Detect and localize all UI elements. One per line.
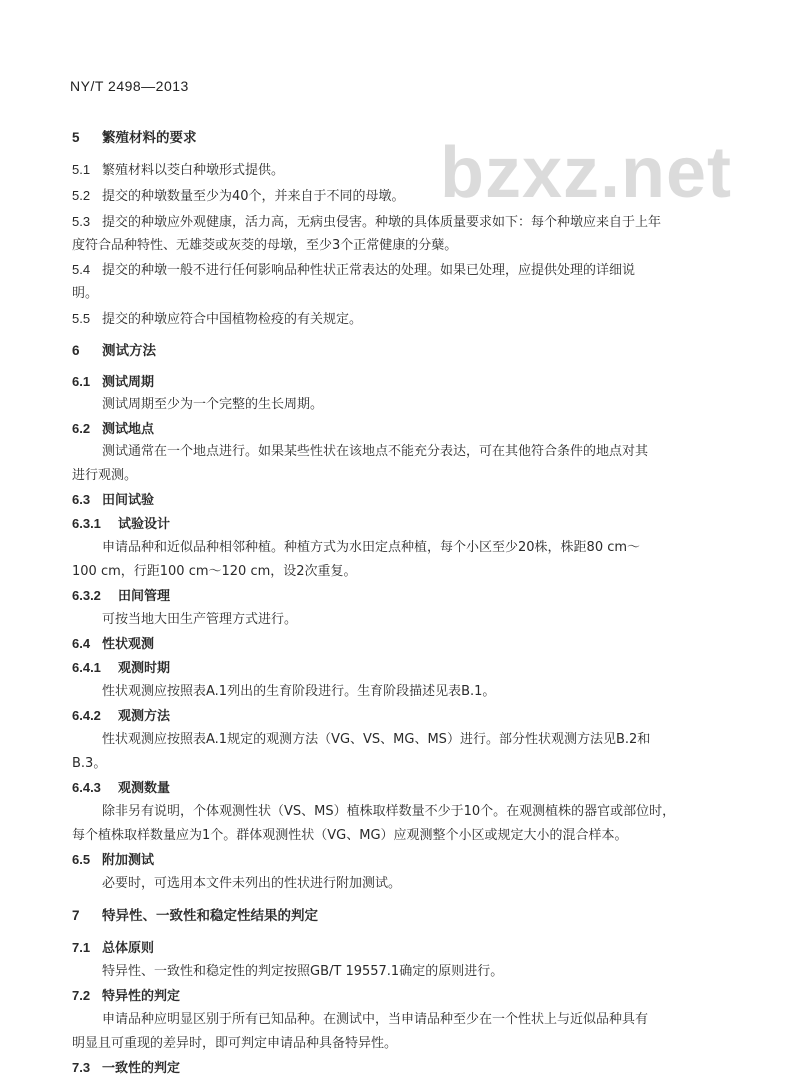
paragraph-line (72, 214, 661, 231)
paragraph-line (102, 684, 495, 700)
clause-number: 6.3.2 (72, 588, 101, 603)
clause-text: 可按当地大田生产管理方式进行。 (102, 612, 298, 627)
clause-number: 6.4.1 (72, 660, 101, 675)
clause-text: 申请品种和近似品种相邻种植。种植方式为水田定点种植，每个小区至少20株，株距80 cm～ (102, 540, 641, 555)
clause-text: 繁殖材料的要求 (102, 130, 197, 146)
paragraph-line (72, 286, 98, 302)
clause-text: 性状观测 (102, 637, 155, 652)
clause-text: 提交的种墩一般不进行任何影响品种性状正常表达的处理。如果已处理，应提供处理的详细说 (102, 263, 636, 278)
clause-number: 5.3 (72, 214, 91, 229)
section-heading (72, 343, 156, 359)
clause-text: 性状观测应按照表A.1规定的观测方法（VG、VS、MG、MS）进行。部分性状观测方法见B.2和 (102, 732, 651, 747)
clause-text: 测试地点 (102, 422, 155, 437)
clause-number: 6.4.2 (72, 708, 101, 723)
paragraph-line (102, 1012, 648, 1028)
clause-text: 提交的种墩数量至少为40个，并来自于不同的母墩。 (102, 189, 405, 204)
section-heading (72, 130, 197, 146)
clause-number: 5.2 (72, 188, 91, 203)
subsection-heading (72, 780, 170, 797)
clause-text: 观测时期 (118, 661, 171, 676)
paragraph-line (102, 444, 648, 460)
clause-number: 5.1 (72, 162, 91, 177)
clause-number: 7 (72, 908, 80, 923)
clause-text: 试验设计 (118, 517, 171, 532)
clause-text: 明显且可重现的差异时，即可判定申请品种具备特异性。 (72, 1036, 398, 1051)
subsection-heading (72, 516, 170, 533)
watermark: bzxz.net (440, 133, 733, 213)
clause-text: 观测数量 (118, 781, 171, 796)
clause-number: 6.3.1 (72, 516, 101, 531)
subsection-heading (72, 636, 154, 653)
paragraph-line (102, 876, 401, 892)
clause-text: 测试方法 (102, 343, 156, 359)
clause-number: 7.2 (72, 988, 91, 1003)
clause-text: 特异性的判定 (102, 989, 181, 1004)
paragraph-line (102, 397, 323, 413)
clause-number: 7.1 (72, 940, 91, 955)
clause-number: 6.1 (72, 374, 91, 389)
paragraph-line (72, 311, 362, 328)
clause-text: 提交的种墩应外观健康，活力高，无病虫侵害。种墩的具体质量要求如下：每个种墩应来自于上年 (102, 215, 662, 230)
paragraph-line (72, 262, 635, 279)
clause-number: 6.3 (72, 492, 91, 507)
clause-text: 总体原则 (102, 941, 155, 956)
clause-text: 测试通常在一个地点进行。如果某些性状在该地点不能充分表达，可在其他符合条件的地点对其 (102, 444, 649, 459)
paragraph-line (102, 540, 640, 556)
clause-number: 6.4 (72, 636, 91, 651)
subsection-heading (72, 708, 170, 725)
subsection-heading (72, 940, 154, 957)
clause-text: 除非另有说明，个体观测性状（VS、MS）植株取样数量不少于10个。在观测植株的器官或部位时， (102, 804, 676, 819)
clause-number: 6 (72, 343, 80, 358)
paragraph-line (72, 756, 106, 772)
clause-text: 明。 (72, 286, 99, 301)
clause-text: 附加测试 (102, 853, 155, 868)
clause-text: 特异性、一致性和稳定性的判定按照GB/T 19557.1确定的原则进行。 (102, 964, 504, 979)
paragraph-line (102, 964, 503, 980)
clause-text: 提交的种墩应符合中国植物检疫的有关规定。 (102, 312, 363, 327)
clause-text: 必要时，可选用本文件未列出的性状进行附加测试。 (102, 876, 402, 891)
paragraph-line (72, 162, 284, 179)
subsection-heading (72, 421, 154, 438)
clause-text: 田间管理 (118, 589, 171, 604)
clause-text: 度符合品种特性、无雄茭或灰茭的母墩，至少3个正常健康的分蘖。 (72, 238, 458, 253)
clause-text: 性状观测应按照表A.1列出的生育阶段进行。生育阶段描述见表B.1。 (102, 684, 496, 699)
clause-number: 6.4.3 (72, 780, 101, 795)
clause-number: 6.2 (72, 421, 91, 436)
clause-text: 申请品种应明显区别于所有已知品种。在测试中，当申请品种至少在一个性状上与近似品种具有 (102, 1012, 649, 1027)
paragraph-line (72, 1036, 397, 1052)
subsection-heading (72, 988, 180, 1005)
paragraph-line (102, 612, 297, 628)
clause-text: B.3。 (72, 756, 107, 771)
clause-number: 5.4 (72, 262, 91, 277)
clause-text: 一致性的判定 (102, 1061, 181, 1076)
subsection-heading (72, 1060, 180, 1077)
clause-number: 6.5 (72, 852, 91, 867)
subsection-heading (72, 588, 170, 605)
subsection-heading (72, 492, 154, 509)
paragraph-line (72, 828, 628, 844)
clause-text: 田间试验 (102, 493, 155, 508)
paragraph-line (102, 804, 675, 820)
paragraph-line (102, 732, 650, 748)
clause-number: 7.3 (72, 1060, 91, 1075)
clause-text: 测试周期至少为一个完整的生长周期。 (102, 397, 324, 412)
clause-text: 繁殖材料以茭白种墩形式提供。 (102, 163, 285, 178)
paragraph-line (72, 468, 137, 484)
clause-number: 5 (72, 130, 80, 145)
paragraph-line (72, 238, 457, 254)
clause-text: 进行观测。 (72, 468, 138, 483)
subsection-heading (72, 660, 170, 677)
standard-code-header: NY/T 2498—2013 (70, 78, 189, 94)
subsection-heading (72, 374, 154, 391)
clause-text: 测试周期 (102, 375, 155, 390)
clause-text: 每个植株取样数量应为1个。群体观测性状（VG、MG）应观测整个小区或规定大小的混合样本。 (72, 828, 628, 843)
paragraph-line (72, 188, 405, 205)
section-heading (72, 908, 318, 924)
clause-number: 5.5 (72, 311, 91, 326)
paragraph-line (72, 564, 357, 580)
clause-text: 特异性、一致性和稳定性结果的判定 (102, 908, 318, 924)
clause-text: 观测方法 (118, 709, 171, 724)
clause-text: 100 cm，行距100 cm～120 cm，设2次重复。 (72, 564, 357, 579)
subsection-heading (72, 852, 154, 869)
